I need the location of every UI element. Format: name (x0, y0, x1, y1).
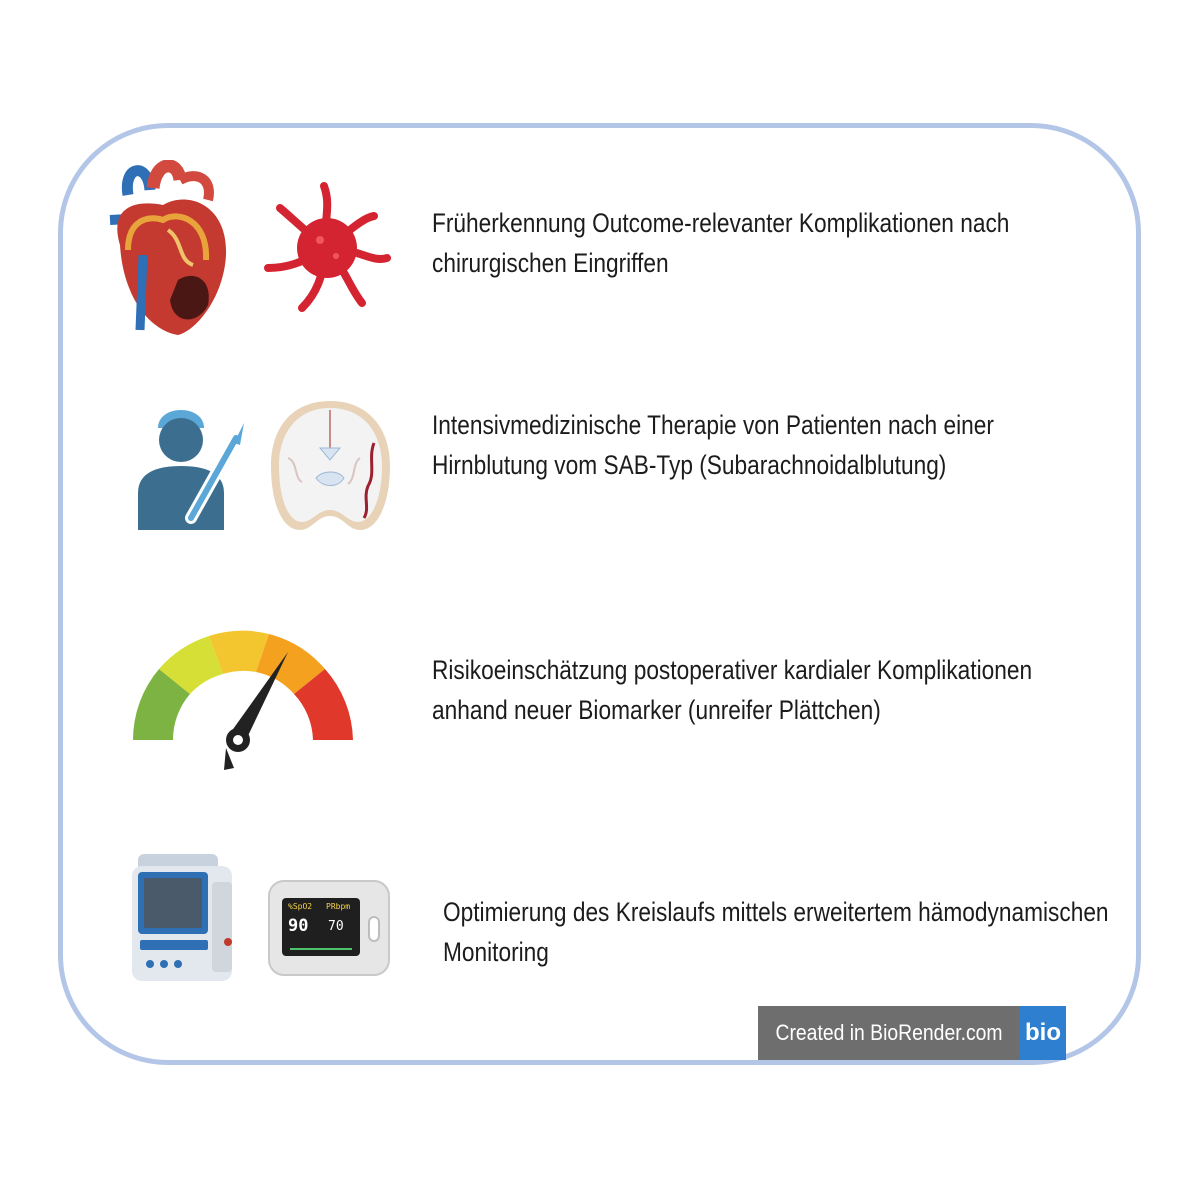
oximeter-screen (282, 898, 360, 956)
biorender-badge-text-box (758, 1006, 1020, 1060)
biorender-logo: bio (1020, 1006, 1066, 1060)
oximeter-pr-value: 70 (328, 919, 344, 934)
row-4-line-1: Optimierung des Kreislaufs mittels erweitertem hämodynamischen (443, 897, 1109, 927)
oximeter-spo2-value: 90 (288, 916, 309, 936)
oximeter-button (368, 916, 380, 942)
row-3-line-2: anhand neuer Biomarker (unreifer Plättchen) (432, 695, 881, 725)
pulse-oximeter-icon (268, 880, 390, 976)
heart-icon (108, 160, 238, 345)
patient-monitor-icon (130, 852, 240, 987)
surgeon-icon (136, 398, 256, 533)
platelet-icon (262, 178, 392, 318)
row-2-line-1: Intensivmedizinische Therapie von Patienten nach einer (432, 410, 994, 440)
row-3-text (432, 650, 1032, 730)
oximeter-spo2-label: %SpO2 (288, 902, 313, 911)
biorender-badge (758, 1006, 1066, 1060)
biorender-badge-text: Created in BioRender.com (775, 1020, 1003, 1045)
oximeter-wave (290, 942, 352, 950)
risk-gauge-icon (128, 600, 358, 775)
brain-section-icon (268, 398, 393, 533)
row-3-line-1: Risikoeinschätzung postoperativer kardialer Komplikationen (432, 655, 1033, 685)
row-4-text (443, 892, 1109, 972)
row-4-line-2: Monitoring (443, 937, 549, 967)
row-1-line-2: chirurgischen Eingriffen (432, 248, 669, 278)
oximeter-pr-label: PRbpm (326, 902, 351, 911)
row-2-line-2: Hirnblutung vom SAB-Typ (Subarachnoidalblutung) (432, 450, 947, 480)
row-1-line-1: Früherkennung Outcome-relevanter Komplikationen nach (432, 208, 1010, 238)
row-1-text (432, 203, 1009, 283)
row-2-text (432, 405, 994, 485)
